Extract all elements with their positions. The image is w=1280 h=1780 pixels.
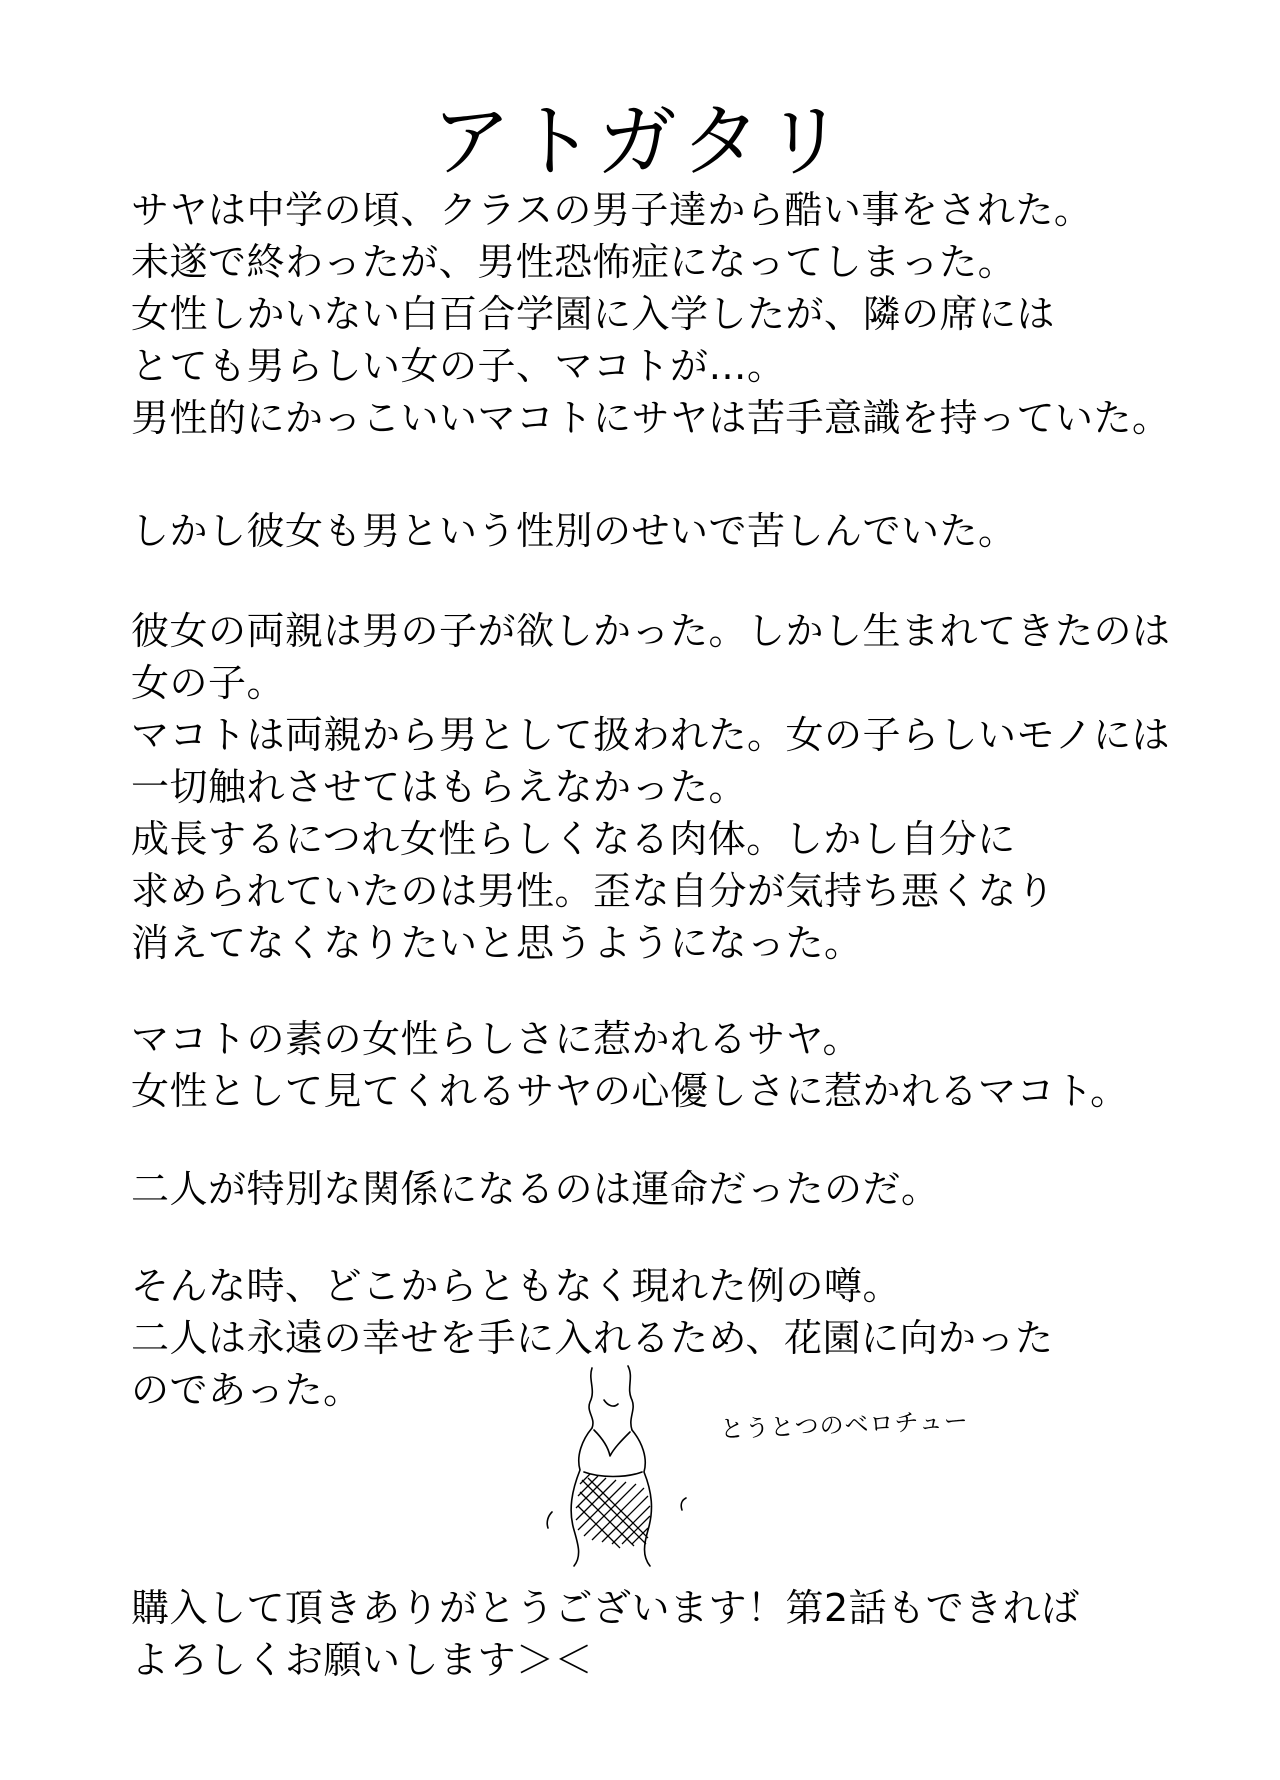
closing-line: 購入して頂きありがとうございます！第2話もできれば xyxy=(131,1586,1080,1630)
text-line: 未遂で終わったが、男性恐怖症になってしまった。 xyxy=(131,240,1017,284)
text-line: しかし彼女も男という性別のせいで苦しんでいた。 xyxy=(131,509,1017,553)
text-line: 女性として見てくれるサヤの心優しさに惹かれるマコト。 xyxy=(131,1069,1129,1113)
text-line: 彼女の両親は男の子が欲しかった。しかし生まれてきたのは xyxy=(131,609,1171,653)
text-line: 二人は永遠の幸せを手に入れるため、花園に向かった xyxy=(131,1316,1054,1360)
text-line: マコトの素の女性らしさに惹かれるサヤ。 xyxy=(131,1017,861,1061)
text-line: 消えてなくなりたいと思うようになった。 xyxy=(131,921,863,965)
text-line: そんな時、どこからともなく現れた例の噂。 xyxy=(131,1264,902,1308)
text-line: 一切触れさせてはもらえなかった。 xyxy=(131,765,748,809)
text-line: 女性しかいない白百合学園に入学したが、隣の席には xyxy=(131,292,1056,336)
text-line: マコトは両親から男として扱われた。女の子らしいモノには xyxy=(131,713,1171,757)
text-line: 求められていたのは男性。歪な自分が気持ち悪くなり xyxy=(131,869,1056,913)
text-line: 女の子。 xyxy=(131,661,286,705)
text-line: 成長するにつれ女性らしくなる肉体。しかし自分に xyxy=(131,817,1016,861)
text-line: サヤは中学の頃、クラスの男子達から酷い事をされた。 xyxy=(131,188,1093,232)
text-line: 二人が特別な関係になるのは運命だったのだ。 xyxy=(131,1167,940,1211)
kiss-sketch-illustration xyxy=(530,1360,700,1570)
text-line: 男性的にかっこいいマコトにサヤは苦手意識を持っていた。 xyxy=(131,396,1171,440)
text-line: とても男らしい女の子、マコトが…。 xyxy=(131,344,786,388)
closing-line: よろしくお願いします＞＜ xyxy=(131,1638,594,1682)
doodle-caption: とうとつのベロチュー xyxy=(719,1406,970,1444)
text-line: のであった。 xyxy=(131,1368,362,1412)
page-title: アトガタリ xyxy=(431,95,849,188)
